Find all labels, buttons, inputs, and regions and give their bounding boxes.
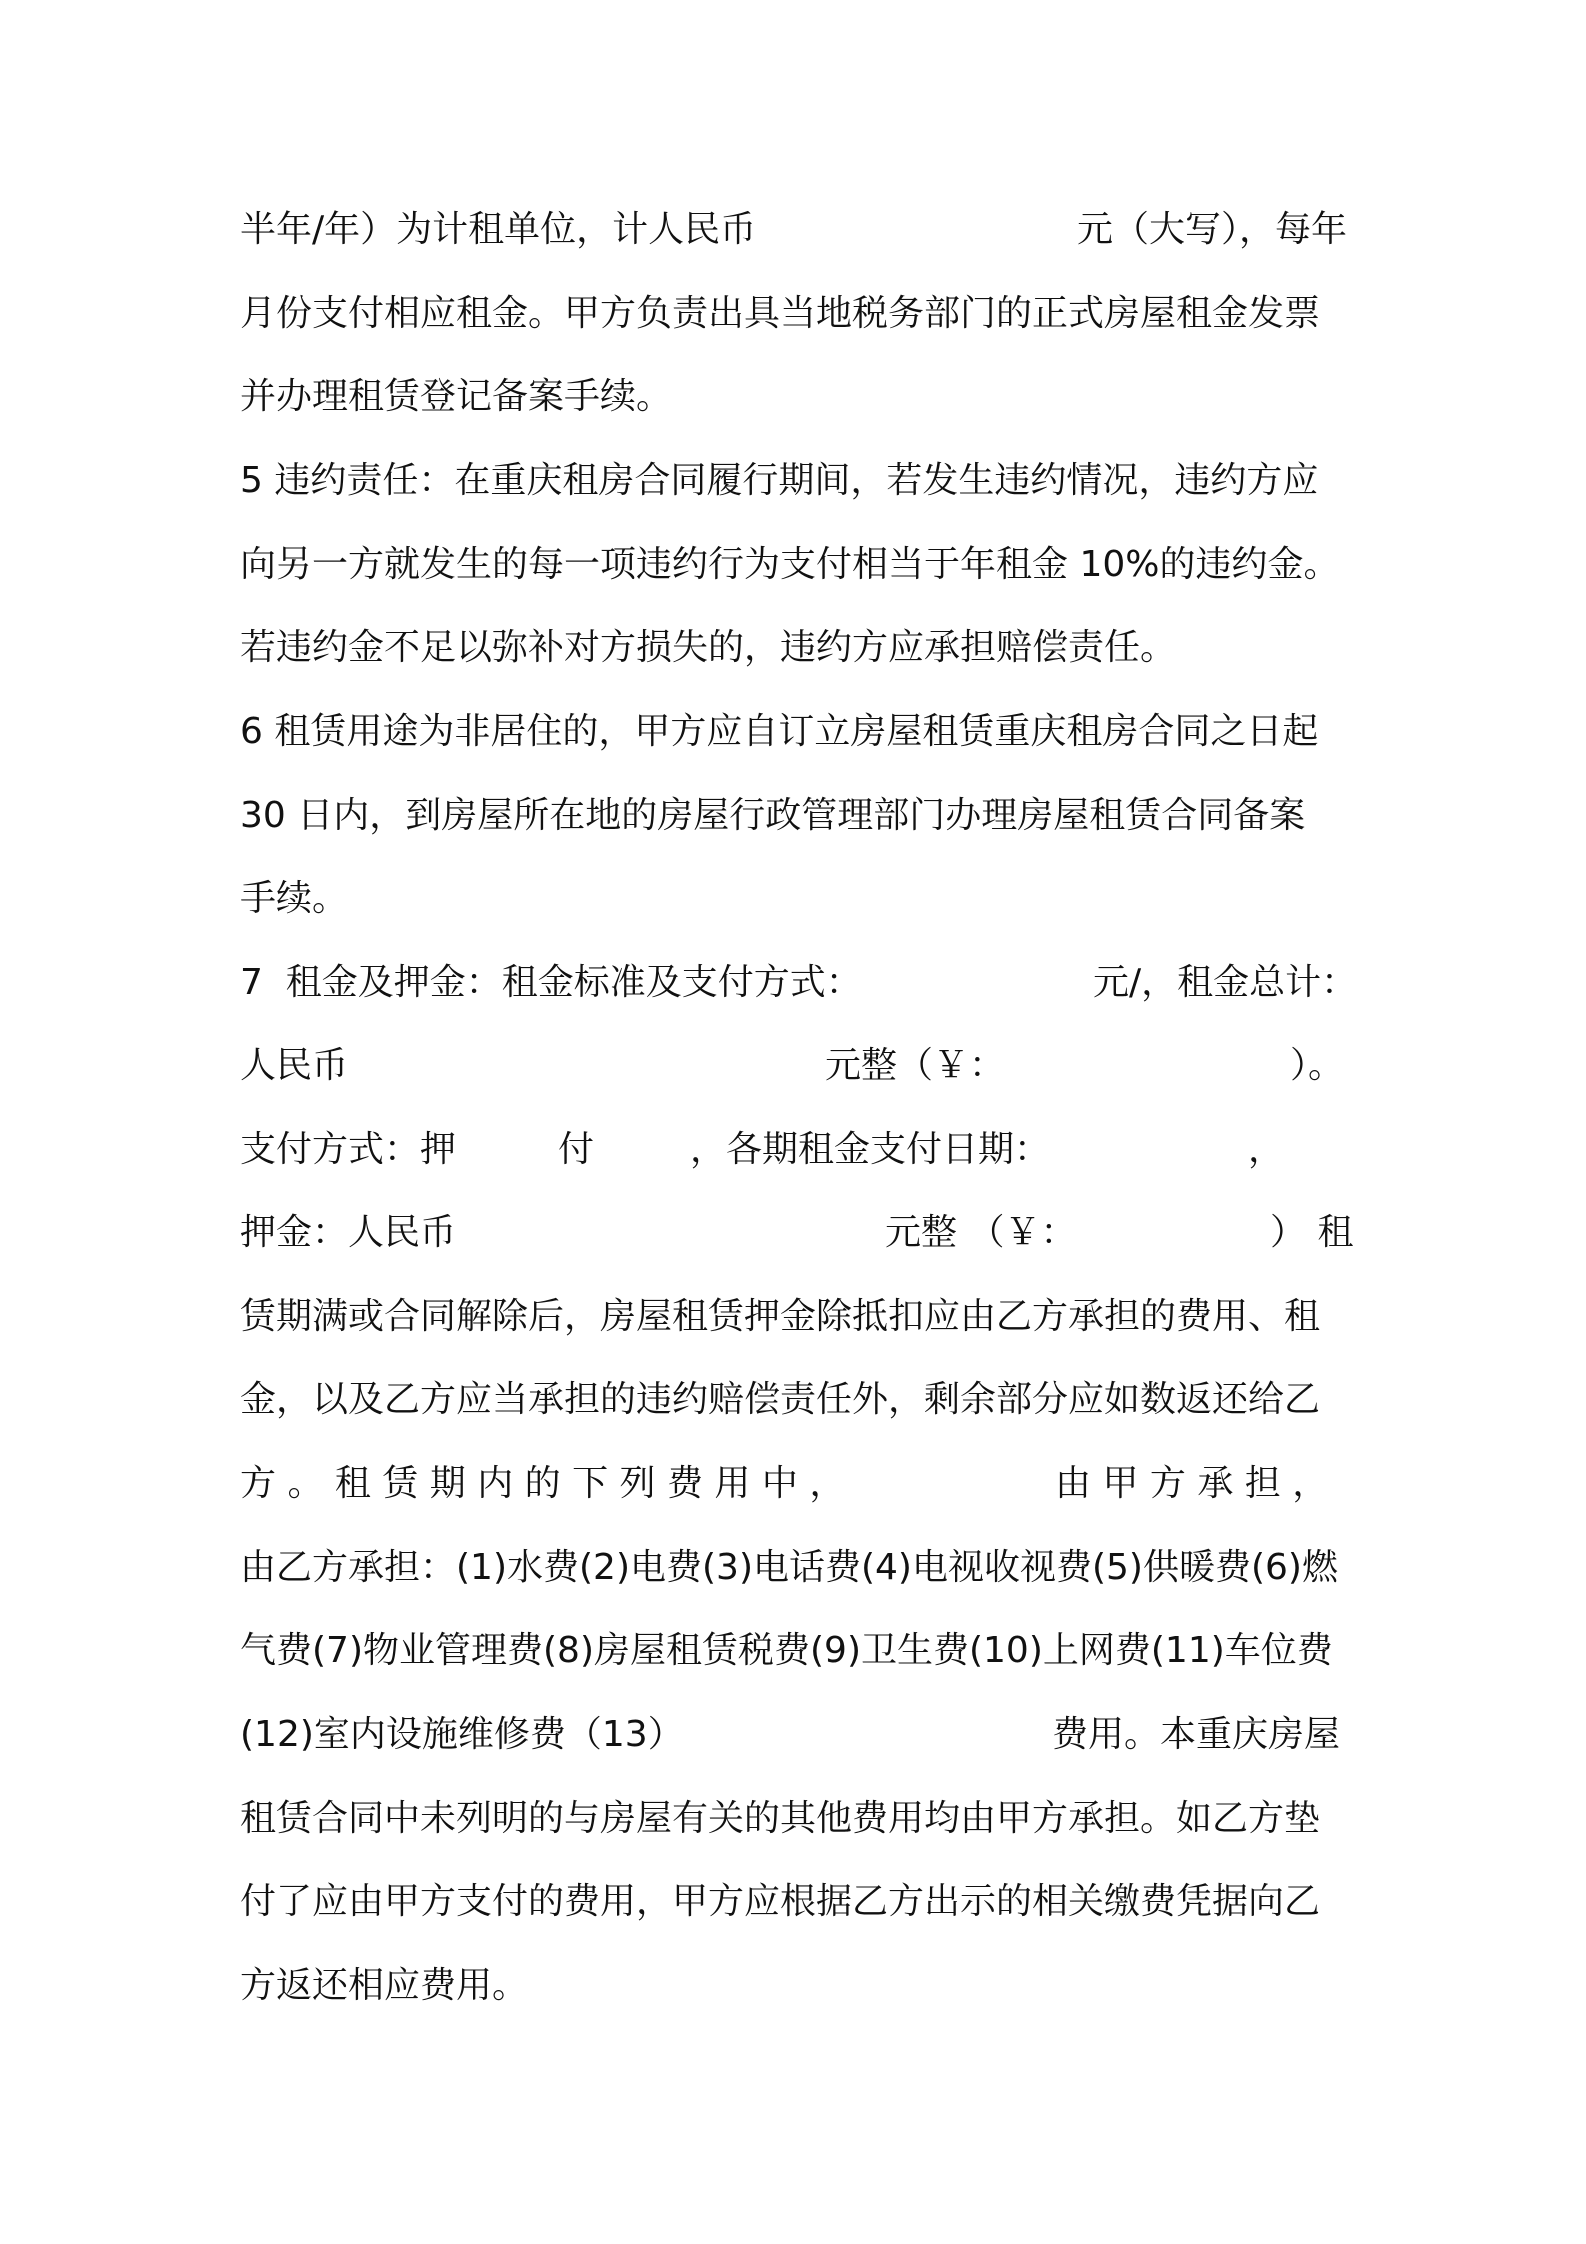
line-13-part-1: 押金：人民币 <box>240 1212 457 1253</box>
line-12-part-2: 付 <box>558 1129 595 1170</box>
text-line-16 <box>240 1454 1329 1514</box>
text-line-2: 月份支付相应租金。甲方负责出具当地税务部门的正式房屋租金发票 <box>240 293 1321 334</box>
text-line-12 <box>240 1120 1285 1180</box>
text-line-11 <box>240 1036 1345 1096</box>
line-12-part-1: 支付方式：押 <box>240 1129 457 1170</box>
text-line-8: 30 日内，到房屋所在地的房屋行政管理部门办理房屋租赁合同备案 <box>240 795 1306 836</box>
text-line-3: 并办理租赁登记备案手续。 <box>240 376 673 417</box>
text-line-19 <box>240 1705 1341 1765</box>
line-13-part-3: ） 租 <box>1270 1212 1354 1253</box>
text-line-20: 租赁合同中未列明的与房屋有关的其他费用均由甲方承担。如乙方垫 <box>240 1798 1321 1839</box>
line-12-part-3: ，各期租金支付日期： <box>690 1129 1051 1170</box>
line-11-part-3: ）。 <box>1290 1045 1345 1086</box>
line-11-part-2: 元整（￥： <box>825 1045 1006 1086</box>
line-10-part-2: 元/，租金总计： <box>1093 962 1358 1003</box>
text-line-6: 若违约金不足以弥补对方损失的，违约方应承担赔偿责任。 <box>240 627 1177 668</box>
line-1-part-1: 半年/年）为计租单位，计人民币 <box>240 209 757 250</box>
line-16-part-2: 由 甲 方 承 担 ， <box>1055 1463 1329 1504</box>
text-line-17: 由乙方承担：(1)水费(2)电费(3)电话费(4)电视收视费(5)供暖费(6)燃 <box>240 1547 1338 1588</box>
text-line-22: 方返还相应费用。 <box>240 1965 529 2006</box>
line-19-part-2: 费用。本重庆房屋 <box>1052 1714 1341 1755</box>
line-1-part-2: 元（大写），每年 <box>1077 209 1348 250</box>
text-line-7: 6 租赁用途为非居住的，甲方应自订立房屋租赁重庆租房合同之日起 <box>240 711 1319 752</box>
text-line-9: 手续。 <box>240 878 349 919</box>
text-line-18: 气费(7)物业管理费(8)房屋租赁税费(9)卫生费(10)上网费(11)车位费 <box>240 1630 1333 1671</box>
line-10-part-1: 7 租金及押金：租金标准及支付方式： <box>240 962 862 1003</box>
line-16-part-1: 方 。 租 赁 期 内 的 下 列 费 用 中 ， <box>240 1463 846 1504</box>
line-13-part-2: 元整 （￥： <box>885 1212 1077 1253</box>
text-line-15: 金，以及乙方应当承担的违约赔偿责任外，剩余部分应如数返还给乙 <box>240 1379 1321 1420</box>
text-line-4: 5 违约责任：在重庆租房合同履行期间，若发生违约情况，违约方应 <box>240 460 1319 501</box>
text-line-10 <box>240 953 1358 1013</box>
text-line-13 <box>240 1203 1354 1263</box>
text-line-21: 付了应由甲方支付的费用，甲方应根据乙方出示的相关缴费凭据向乙 <box>240 1881 1321 1922</box>
line-12-part-4: ， <box>1248 1129 1285 1170</box>
text-line-5: 向另一方就发生的每一项违约行为支付相当于年租金 10%的违约金。 <box>240 544 1340 585</box>
line-19-part-1: (12)室内设施维修费（13） <box>240 1714 684 1755</box>
text-line-14: 赁期满或合同解除后，房屋租赁押金除抵扣应由乙方承担的费用、租 <box>240 1296 1321 1337</box>
line-11-part-1: 人民币 <box>240 1045 349 1086</box>
text-line-1 <box>240 200 1348 260</box>
